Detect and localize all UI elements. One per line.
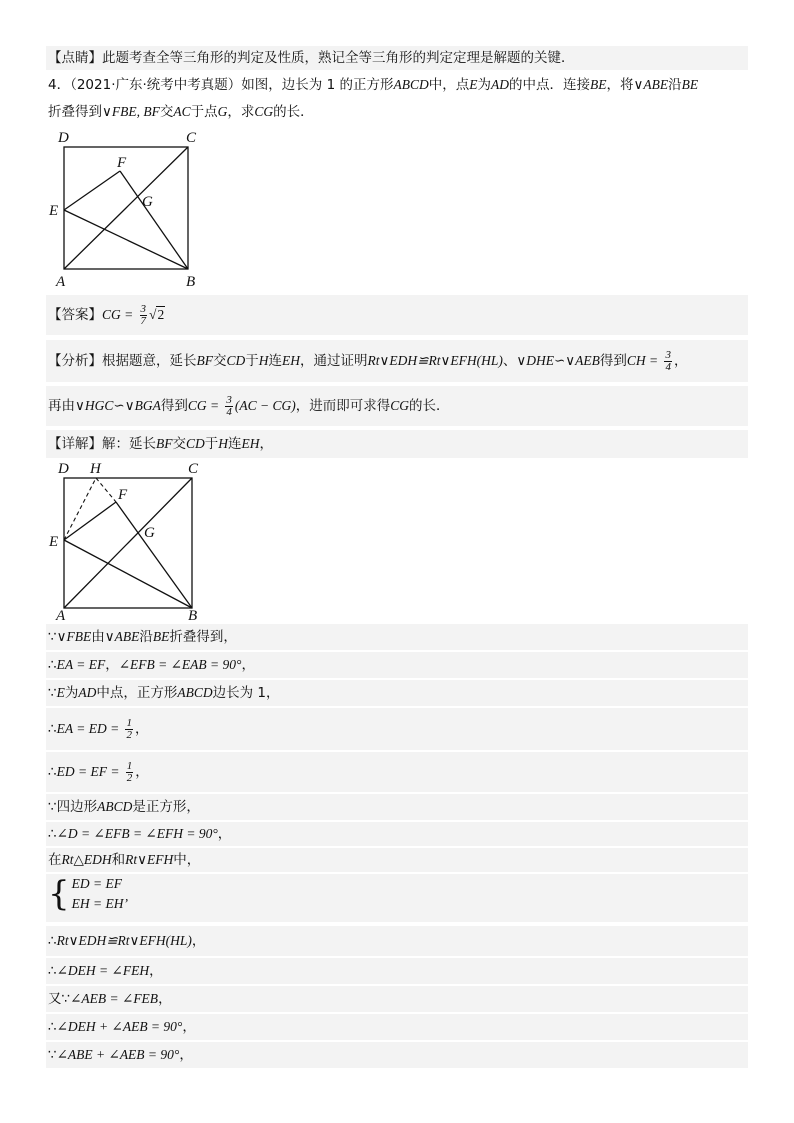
problem-text: ，将 xyxy=(606,77,634,93)
math: ∠D = ∠EFB = ∠EFH = 90° xyxy=(56,826,218,841)
step-text: ， xyxy=(135,764,149,780)
detail-text: 连 xyxy=(228,436,242,452)
brace-icon: { xyxy=(48,874,70,914)
step-8 xyxy=(46,848,748,872)
step-text: 和 xyxy=(111,852,126,868)
step-text: ∵ xyxy=(48,685,57,701)
fraction-num: 1 xyxy=(126,759,133,772)
problem-text: ，求 xyxy=(227,104,255,120)
step-text: ， xyxy=(105,657,119,673)
label-a: A xyxy=(56,274,66,290)
math: BE xyxy=(681,77,699,92)
step-text: ∴ xyxy=(48,1019,57,1035)
problem-text: 的中点．连接 xyxy=(508,77,590,93)
step-text: 沿 xyxy=(139,629,153,645)
equation-system xyxy=(72,874,128,914)
half-fraction xyxy=(126,761,134,784)
analysis-text: ，通过证明 xyxy=(300,353,368,369)
answer-sqrt: √2 xyxy=(149,307,165,322)
step-text: 在 xyxy=(48,852,62,868)
math: E xyxy=(469,77,478,92)
step-1 xyxy=(46,624,748,650)
step-5 xyxy=(46,752,748,792)
fraction-den: 4 xyxy=(665,360,671,373)
math: Rt∨EDH≌Rt∨EFH xyxy=(367,353,477,368)
analysis-tag: 【分析】 xyxy=(48,353,102,369)
problem-text: 交 xyxy=(159,104,174,120)
label-h: H xyxy=(90,461,101,477)
step-text: ’ xyxy=(123,896,128,911)
analysis-text: ， xyxy=(673,353,688,369)
step-14 xyxy=(46,1042,748,1068)
math: EH xyxy=(282,353,301,368)
label-e: E xyxy=(49,534,59,550)
step-4 xyxy=(46,708,748,750)
math: (HL) xyxy=(476,353,503,368)
geometry-figure-1 xyxy=(46,126,206,290)
label-f: F xyxy=(117,155,127,171)
math: Rt∨EFH xyxy=(125,852,174,867)
problem-text: 中，点 xyxy=(428,77,470,93)
step-text: ， xyxy=(182,1019,196,1035)
math: CG xyxy=(390,398,409,413)
math: BF xyxy=(196,353,213,368)
step-text: ∵四边形 xyxy=(48,799,98,815)
math: ∨ABE xyxy=(104,629,140,644)
half-fraction xyxy=(125,718,133,741)
analysis-text: ，进而即可求得 xyxy=(295,398,391,414)
step-text: ， xyxy=(134,721,149,737)
math: ∠EFB = ∠EAB = 90° xyxy=(118,657,242,672)
label-c: C xyxy=(186,130,197,146)
segment-fb xyxy=(120,171,188,269)
analysis-text: 于 xyxy=(245,353,259,369)
step-12 xyxy=(46,986,748,1012)
ch-fraction xyxy=(664,350,672,373)
math: ∠DEH + ∠AEB = 90° xyxy=(56,1019,183,1034)
step-text: ， xyxy=(158,991,172,1007)
analysis-text: 的长． xyxy=(409,398,450,414)
label-c: C xyxy=(188,461,199,477)
step-3 xyxy=(46,680,748,706)
math: (HL) xyxy=(165,933,192,948)
math: CG = xyxy=(187,398,220,413)
step-text: ， xyxy=(179,1047,193,1063)
step-9-system xyxy=(46,874,748,922)
math: AD xyxy=(490,77,509,92)
step-text: ∴ xyxy=(48,826,57,842)
math: ∨HGC∽∨BGA xyxy=(75,398,161,413)
math: Rt∨EDH≌Rt∨EFH xyxy=(56,933,166,948)
answer-tag: 【答案】 xyxy=(48,307,102,323)
sqrt-radicand: 2 xyxy=(157,307,165,322)
analysis-line-2 xyxy=(46,386,748,426)
step-2 xyxy=(46,652,748,678)
analysis-text: 根据题意，延长 xyxy=(102,353,197,369)
math: EA = ED = xyxy=(56,721,120,736)
step-7 xyxy=(46,822,748,846)
answer-row xyxy=(46,295,748,335)
math: CG xyxy=(254,104,274,119)
step-11 xyxy=(46,958,748,984)
math: ∠DEH = ∠FEH xyxy=(56,963,150,978)
fraction-num: 3 xyxy=(665,348,671,361)
problem-text: 于点 xyxy=(190,104,218,120)
analysis-text: 、 xyxy=(502,353,517,369)
detail-text: 交 xyxy=(172,436,186,452)
detail-text: 于 xyxy=(204,436,219,452)
detail-header xyxy=(46,430,748,458)
step-text: ∵ xyxy=(48,629,57,645)
math: EH xyxy=(241,436,260,451)
math: CD xyxy=(186,436,205,451)
analysis-text: 得到 xyxy=(160,398,188,414)
cg-fraction xyxy=(225,395,233,418)
label-b: B xyxy=(186,274,196,290)
step-text: ， xyxy=(149,963,163,979)
step-text: 又∵ xyxy=(48,991,71,1007)
fraction-den: 2 xyxy=(126,771,133,784)
math: ABCD xyxy=(97,799,133,814)
problem-text: 的长． xyxy=(273,104,314,120)
math: BE xyxy=(589,77,607,92)
fraction-num: 1 xyxy=(126,716,132,729)
math: AC xyxy=(173,104,191,119)
step-text: 是正方形， xyxy=(132,799,200,815)
math: BF xyxy=(156,436,173,451)
step-text: 中， xyxy=(173,852,201,868)
fraction-den: 4 xyxy=(226,405,232,418)
math: G xyxy=(217,104,228,119)
math: ABCD xyxy=(177,685,213,700)
fraction-den: 7 xyxy=(140,314,147,327)
step-text: 由 xyxy=(91,629,105,645)
dianjing-tag: 【点睛】 xyxy=(48,50,102,66)
problem-text: 4．（2021·广东·统考中考真题）如图，边长为 1 的正方形 xyxy=(48,77,394,93)
analysis-line-1 xyxy=(46,340,748,382)
math: H xyxy=(218,436,229,451)
analysis-text: 交 xyxy=(213,353,227,369)
math: BE xyxy=(152,629,170,644)
step-text: 折叠得到， xyxy=(169,629,237,645)
label-g: G xyxy=(144,525,155,541)
detail-text: 解：延长 xyxy=(102,436,156,452)
label-e: E xyxy=(49,203,59,219)
math: EA = EF xyxy=(56,657,106,672)
label-d: D xyxy=(58,130,69,146)
segment-ef xyxy=(64,171,120,210)
math: ED = EF = xyxy=(56,764,120,779)
step-text: ∴ xyxy=(48,721,57,737)
math: (AC − CG) xyxy=(234,398,296,413)
math: CH = xyxy=(626,353,659,368)
analysis-text: 再由 xyxy=(48,398,75,414)
math: ∠ABE + ∠AEB = 90° xyxy=(56,1047,180,1062)
step-text: ， xyxy=(191,933,206,949)
step-text: ∵ xyxy=(48,1047,57,1063)
detail-text: ， xyxy=(259,436,274,452)
analysis-text: 连 xyxy=(268,353,283,369)
step-6 xyxy=(46,794,748,820)
answer-fraction xyxy=(140,304,148,327)
math: E xyxy=(56,685,65,700)
math: H xyxy=(258,353,269,368)
label-d: D xyxy=(58,461,69,477)
label-b: B xyxy=(188,608,198,622)
step-text: ∴ xyxy=(48,657,57,673)
problem-text: 折叠得到 xyxy=(48,104,102,120)
math: ∨FBE xyxy=(56,629,92,644)
step-text: ∴ xyxy=(48,933,57,949)
fraction-den: 2 xyxy=(126,728,132,741)
math: ∨FBE, BF xyxy=(102,104,160,119)
math: AD xyxy=(78,685,97,700)
problem-line-2 xyxy=(46,101,748,123)
step-text: 中点，正方形 xyxy=(96,685,178,701)
equation-top: ED = EF xyxy=(71,876,122,891)
problem-line-1 xyxy=(46,74,748,96)
step-13 xyxy=(46,1014,748,1040)
equation-bottom: EH = EH xyxy=(71,896,124,911)
segment-be xyxy=(64,210,188,269)
answer-lhs: CG = xyxy=(102,307,134,322)
math: ABCD xyxy=(393,77,429,92)
math: ∨DHE∽∨AEB xyxy=(516,353,600,368)
math: ∨ABE xyxy=(633,77,669,92)
math: Rt△EDH xyxy=(61,852,112,867)
math: ∠AEB = ∠FEB xyxy=(70,991,159,1006)
step-text: ∴ xyxy=(48,963,57,979)
fraction-num: 3 xyxy=(226,393,232,406)
step-text: ， xyxy=(217,826,232,842)
fraction-num: 3 xyxy=(140,302,147,315)
geometry-figure-2 xyxy=(46,460,206,622)
label-f: F xyxy=(118,487,128,503)
problem-text: 为 xyxy=(477,77,491,93)
dianjing-row xyxy=(46,46,748,70)
problem-text: 沿 xyxy=(668,77,682,93)
dianjing-text: 此题考查全等三角形的判定及性质，熟记全等三角形的判定定理是解题的关键． xyxy=(102,50,575,66)
step-text: 边长为 1， xyxy=(212,685,280,701)
analysis-text: 得到 xyxy=(599,353,627,369)
detail-tag: 【详解】 xyxy=(48,436,102,452)
label-a: A xyxy=(56,608,66,622)
step-text: ， xyxy=(241,657,255,673)
step-text: 为 xyxy=(64,685,79,701)
label-g: G xyxy=(142,194,153,210)
step-text: ∴ xyxy=(48,764,57,780)
math: CD xyxy=(226,353,246,368)
step-10 xyxy=(46,926,748,956)
